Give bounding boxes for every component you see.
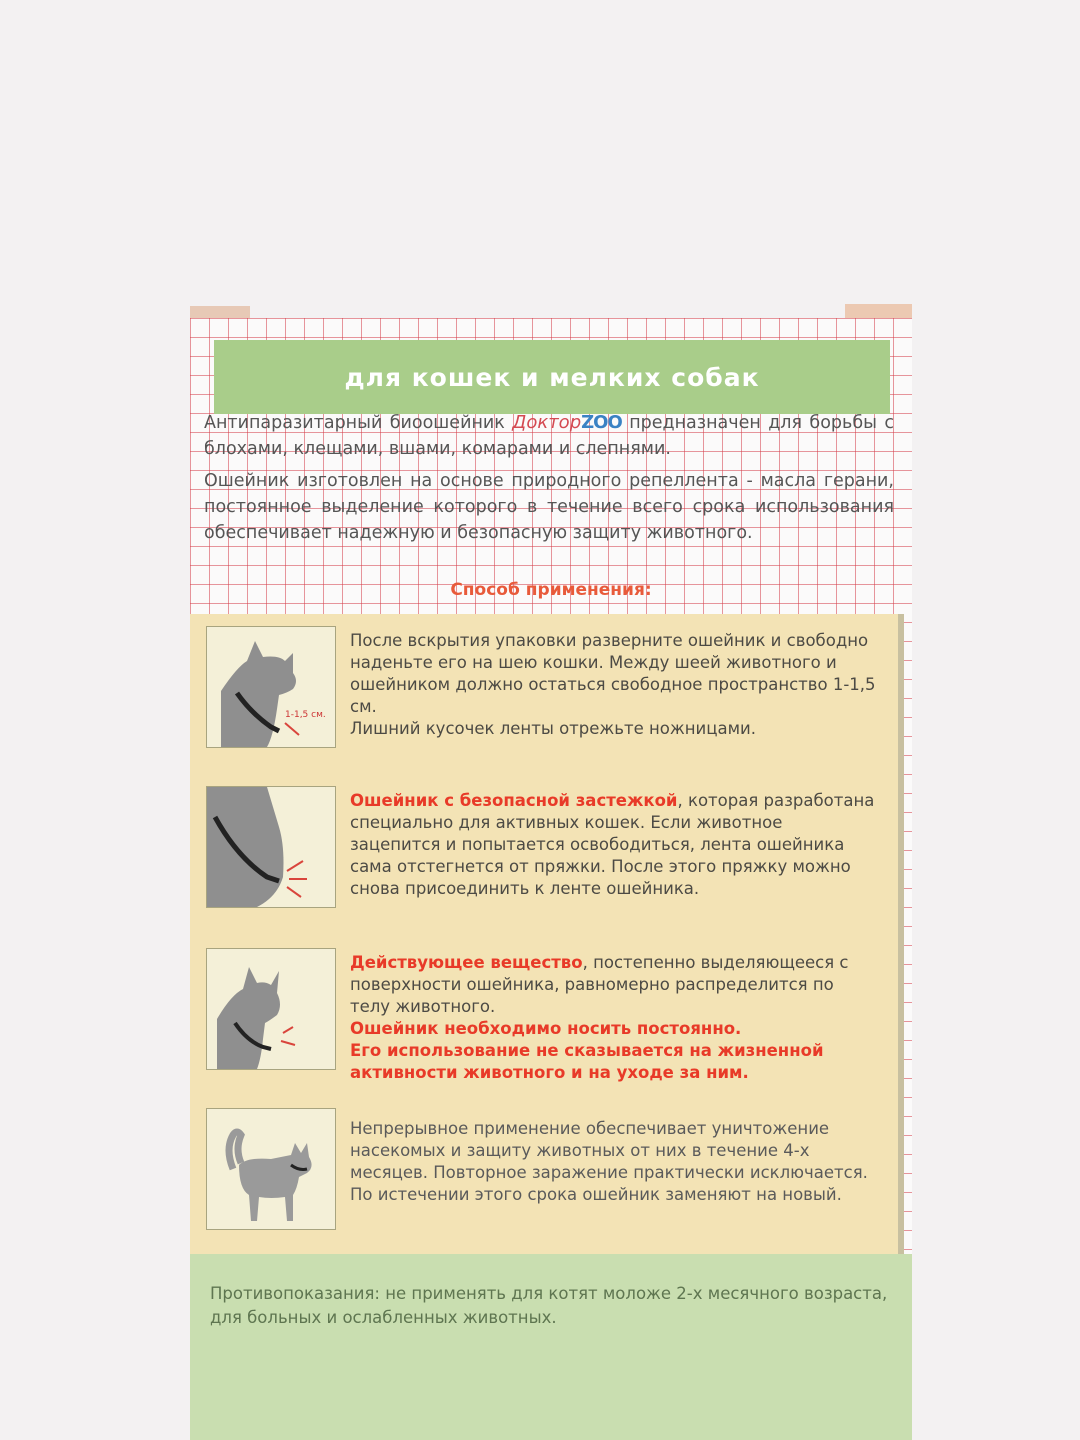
step-2-highlight: Ошейник с безопасной застежкой <box>350 791 678 810</box>
method-title: Способ применения: <box>450 580 652 600</box>
step-2-text <box>350 790 878 900</box>
target-banner: для кошек и мелких собак <box>214 340 890 414</box>
brand-logo-zoo: ZOO <box>581 412 622 433</box>
contraindications-text: Противопоказания: не применять для котят моложе 2-х месячного возраста, для больных и ослабленных животных. <box>210 1284 888 1327</box>
step-3-main: , постепенно выделяющееся с поверхности ошейника, равномерно распределится по телу животного. <box>350 953 849 1016</box>
cat-icon <box>207 1109 335 1229</box>
description-text: Антипаразитарный биоошейник <box>204 413 505 433</box>
step-1-extra: Лишний кусочек ленты отрежьте ножницами. <box>350 719 757 738</box>
step-3-warning-2: Его использование не сказывается на жизненной активности животного и на уходе за ним. <box>350 1041 824 1082</box>
brand-logo-script: Доктор <box>512 412 582 433</box>
cat-collar-illustration <box>206 626 336 748</box>
product-box-back <box>190 318 912 1440</box>
step-1-main: После вскрытия упаковки разверните ошейник и свободно наденьте его на шею кошки. Между шеей животного и ошейником должно остаться свободное пространство 1-1,5 см. <box>350 631 876 716</box>
cat-buckle-illustration <box>206 786 336 908</box>
cat-icon <box>207 949 335 1069</box>
description-paragraph-2: Ошейник изготовлен на основе природного репеллента - масла герани, постоянное выделение которого в течение всего срока использования обеспечивает надежную и безопасную защиту животного. <box>204 471 894 543</box>
cat-active-illustration <box>206 948 336 1070</box>
cat-icon <box>207 627 335 747</box>
cat-icon <box>207 787 335 907</box>
description-text-cont: предназначен для борьбы с блохами, клещами, вшами, комарами и слепнями. <box>204 413 894 459</box>
step-3-highlight: Действующее вещество <box>350 953 583 972</box>
step-2-main: , которая разработана специально для активных кошек. Если животное зацепится и попытается освободиться, лента ошейника сама отстегнется от пряжки. После этого пряжку можно снова присоединить к ленте ошейника. <box>350 791 875 898</box>
product-description <box>204 410 894 546</box>
contraindications-panel <box>190 1254 912 1440</box>
step-3-text <box>350 952 878 1084</box>
cat-standing-illustration <box>206 1108 336 1230</box>
step-3-warning-1: Ошейник необходимо носить постоянно. <box>350 1019 742 1038</box>
description-paragraph-1 <box>204 410 894 462</box>
step-1-text <box>350 630 878 740</box>
step-4-text: Непрерывное применение обеспечивает уничтожение насекомых и защиту животных от них в течение 4-х месяцев. Повторное заражение практически исключается. По истечении этого срока ошейник заменяют на новый. <box>350 1119 868 1204</box>
instructions-panel <box>190 614 904 1254</box>
gap-label: 1-1,5 см. <box>285 710 326 720</box>
brand-logo <box>512 412 622 433</box>
